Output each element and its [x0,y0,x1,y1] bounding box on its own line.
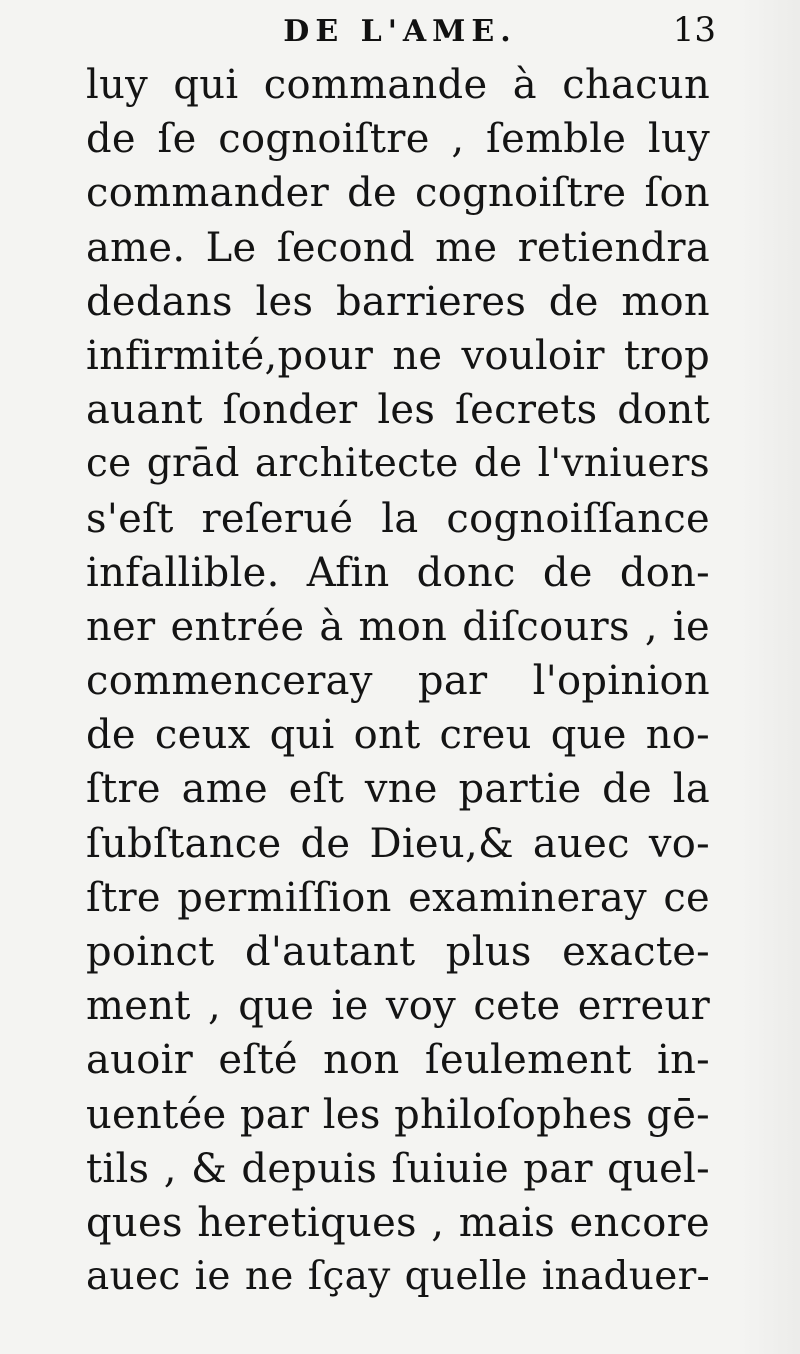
text-line: infallible. Afin donc de don- [86,549,710,596]
text-line: luy qui commande à chacun [86,62,710,108]
body-text [86,58,710,1304]
text-line: infirmité,pour ne vouloir trop [86,332,710,379]
text-line: ce grād architecte de l'vniuers [86,441,710,487]
text-line: ſtre permiſſion examineray ce [86,874,710,921]
text-line: commander de cognoiſtre ſon [86,170,710,217]
text-line: ame. Le ſecond me retiendra [86,224,710,271]
text-line: ner entrée à mon diſcours , ie [86,603,710,650]
text-line: auec ie ne ſçay quelle inaduer- [86,1254,710,1300]
text-line: auoir eſté non ſeulement in- [86,1037,710,1084]
text-line: de ceux qui ont creu que no- [86,712,710,759]
text-line: ques heretiques , mais encore [86,1199,710,1246]
text-line: poinct d'autant plus exacte- [86,929,710,975]
text-line: tils , & depuis ſuiuie par quel- [86,1145,710,1192]
running-head: DE L'AME. [283,14,517,49]
text-line: auant ſonder les ſecrets dont [86,387,710,434]
text-line: uentée par les philoſophes gē- [86,1091,710,1138]
text-line: dedans les barrieres de mon [86,278,710,325]
page-number: 13 [672,10,716,50]
text-line: ſtre ame eſt vne partie de la [86,766,710,813]
page-edge-shadow [740,0,800,1354]
text-line: ſubſtance de Dieu,& auec vo- [86,820,710,867]
text-line: commenceray par l'opinion [86,658,710,705]
text-line: s'eſt reſerué la cognoiſſance [86,495,710,542]
text-line: ment , que ie voy cete erreur [86,983,710,1030]
text-line: de ſe cognoiſtre , ſemble luy [86,116,710,163]
page-header [0,10,800,54]
